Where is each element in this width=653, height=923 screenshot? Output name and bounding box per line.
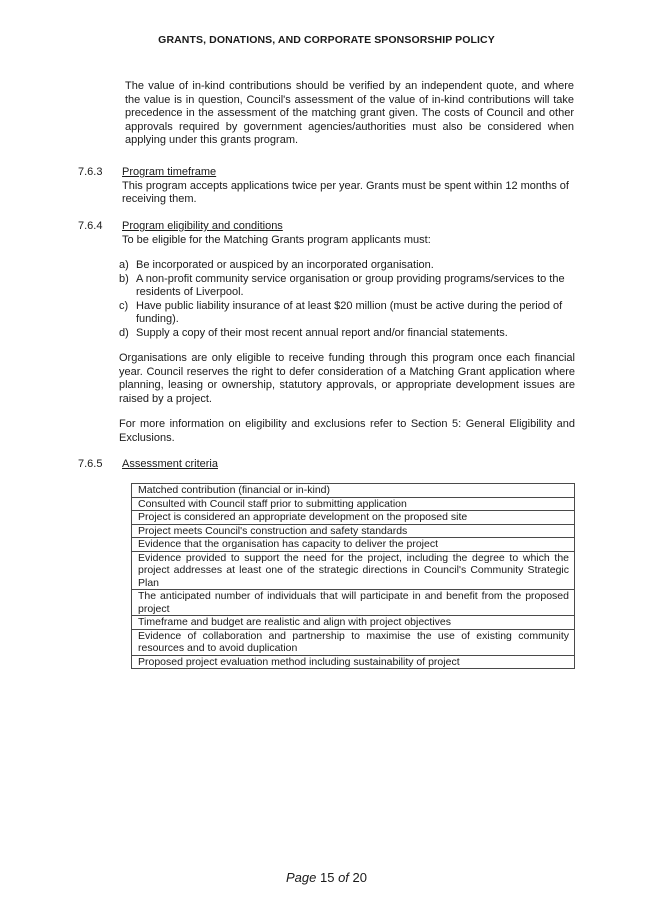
list-item: [115, 300, 575, 327]
section-number: 7.6.5: [78, 458, 103, 470]
section-7-6-3: [78, 166, 575, 207]
table-cell: Evidence of collaboration and partnership to maximise the use of existing community resources and to avoid duplication: [132, 629, 575, 655]
of-word: of: [338, 870, 349, 885]
intro-paragraph: The value of in-kind contributions should be verified by an independent quote, and where the value is in question, Council's assessment of the value of in-kind contributions will take precedence in the assessment of the matching grant given. The costs of Council and other approvals required by government agencies/authorities must also be considered when applying under this grants program.: [125, 80, 574, 146]
section-title: Assessment criteria: [122, 458, 218, 470]
table-row: [132, 616, 575, 630]
table-row: [132, 524, 575, 538]
list-marker: c): [119, 299, 129, 312]
table-cell: Evidence provided to support the need for the project, including the degree to which the project addresses at least one of the strategic directions in Council's Community Strategic Plan: [132, 551, 575, 590]
list-marker: b): [119, 272, 129, 285]
page-current: 15: [319, 870, 335, 885]
list-item: [115, 273, 575, 300]
table-row: [132, 511, 575, 525]
list-item-text: A non-profit community service organisation or group providing programs/services to the residents of Liverpool.: [136, 272, 565, 298]
section-number: 7.6.3: [78, 166, 103, 178]
assessment-criteria-table: [131, 483, 575, 669]
list-item-text: Be incorporated or auspiced by an incorporated organisation.: [136, 259, 434, 271]
list-marker: a): [119, 259, 129, 271]
table-cell: Proposed project evaluation method including sustainability of project: [132, 655, 575, 669]
table-cell: Project meets Council's construction and safety standards: [132, 524, 575, 538]
table-cell: The anticipated number of individuals that will participate in and benefit from the proposed project: [132, 590, 575, 616]
section-title: Program eligibility and conditions: [122, 220, 283, 232]
exclusions-reference-paragraph: For more information on eligibility and exclusions refer to Section 5: General Eligibility and Exclusions.: [119, 418, 575, 444]
table-row: [132, 484, 575, 498]
document-header: GRANTS, DONATIONS, AND CORPORATE SPONSORSHIP POLICY: [158, 34, 495, 46]
list-item: [115, 259, 575, 273]
list-item: [115, 327, 575, 341]
section-7-6-5: [78, 458, 575, 472]
page-word: Page: [285, 870, 317, 885]
page-footer: [0, 871, 653, 885]
eligibility-paragraph: Organisations are only eligible to receive funding through this program once each financial year. Council reserves the right to defer consideration of a Matching Grant application where planning, leasing or ownership, statutory approvals, or appropriate development issues are raised by a project.: [119, 352, 575, 405]
section-lead: To be eligible for the Matching Grants program applicants must:: [122, 233, 431, 246]
table-row: [132, 629, 575, 655]
table-cell: Timeframe and budget are realistic and align with project objectives: [132, 616, 575, 630]
table-cell: Consulted with Council staff prior to submitting application: [132, 497, 575, 511]
table-cell: Project is considered an appropriate development on the proposed site: [132, 511, 575, 525]
page-total: 20: [352, 870, 368, 885]
section-text: This program accepts applications twice per year. Grants must be spent within 12 months of receiving them.: [122, 179, 569, 205]
table-row: [132, 590, 575, 616]
list-item-text: Have public liability insurance of at least $20 million (must be active during the period of funding).: [136, 299, 563, 325]
table-row: [132, 538, 575, 552]
section-7-6-4: [78, 220, 575, 445]
table-row: [132, 497, 575, 511]
section-number: 7.6.4: [78, 220, 103, 232]
list-item-text: Supply a copy of their most recent annual report and/or financial statements.: [136, 326, 508, 339]
eligibility-list: [115, 259, 575, 340]
table-row: [132, 655, 575, 669]
section-title: Program timeframe: [122, 166, 217, 178]
table-cell: Matched contribution (financial or in-kind): [132, 484, 575, 498]
table-row: [132, 551, 575, 590]
table-cell: Evidence that the organisation has capacity to deliver the project: [132, 538, 575, 552]
list-marker: d): [119, 326, 129, 339]
